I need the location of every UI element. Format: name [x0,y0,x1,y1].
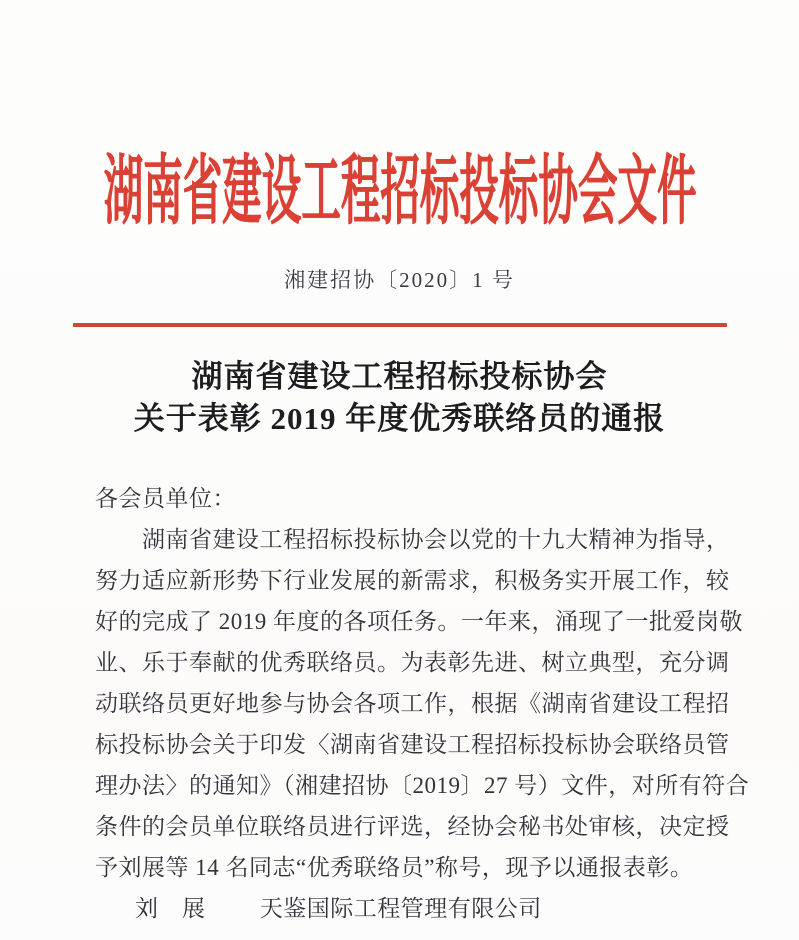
body-line: 动联络员更好地参与协会各项工作，根据《湖南省建设工程招 [95,691,730,716]
body-line: 业、乐于奉献的优秀联络员。为表彰先进、树立典型，充分调 [95,650,730,675]
awardee-name: 刘 展 [135,896,206,921]
body-line: 湖南省建设工程招标投标协会以党的十九大精神为指导， [95,527,730,552]
red-divider-line [73,323,727,327]
document-number: 湘建招协〔2020〕1 号 [284,268,515,292]
document-page [0,138,799,940]
masthead-wrap [0,138,799,234]
document-title-line2: 关于表彰 2019 年度优秀联络员的通报 [133,401,666,436]
document-body [0,478,799,929]
body-line: 条件的会员单位联络员进行评选，经协会秘书处审核，决定授 [95,814,730,839]
awardee-company: 天鉴国际工程管理有限公司 [259,896,542,921]
body-paragraph [95,519,750,888]
body-line: 标投标协会关于印发〈湖南省建设工程招标投标协会联络员管 [95,732,730,757]
org-masthead-title: 湖南省建设工程招标投标协会文件 [103,149,696,234]
body-line: 理办法〉的通知》（湘建招协〔2019〕27 号）文件，对所有符合 [95,773,750,798]
document-title-line1: 湖南省建设工程招标投标协会 [191,359,608,394]
document-title [0,356,799,440]
salutation: 各会员单位： [95,486,236,511]
body-line: 好的完成了 2019 年度的各项任务。一年来，涌现了一批爱岗敬 [95,609,743,634]
body-line: 努力适应新形势下行业发展的新需求，积极务实开展工作，较 [95,568,730,593]
awardee-row [95,888,711,929]
body-line: 予刘展等 14 名同志“优秀联络员”称号，现予以通报表彰。 [95,855,694,880]
